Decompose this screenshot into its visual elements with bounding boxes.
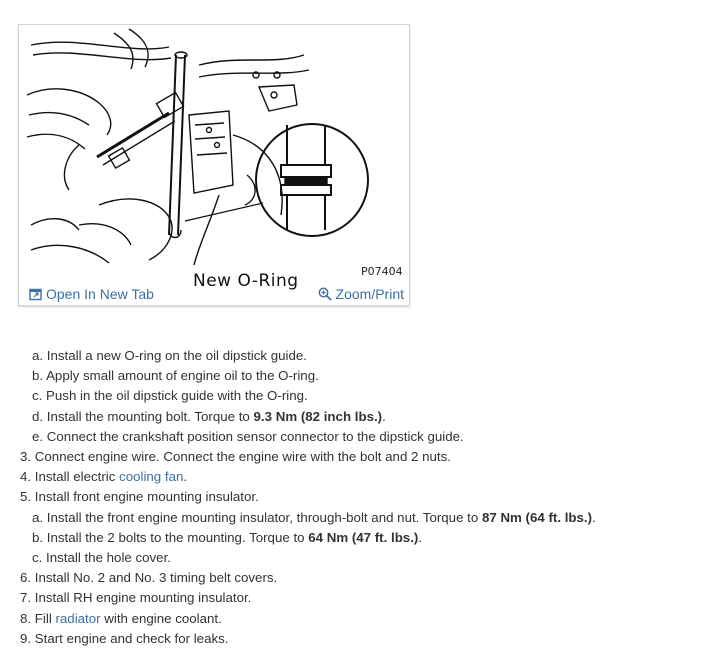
step-text-end: . <box>183 469 188 485</box>
step-text: Start engine and check for leaks. <box>34 630 229 646</box>
open-new-tab-icon <box>29 288 42 301</box>
step-text: Fill <box>34 610 56 626</box>
figure-actions <box>19 283 409 305</box>
step-7-rh-insulator <box>0 588 596 608</box>
step-e-connect-sensor <box>0 427 596 447</box>
radiator-link[interactable]: radiator <box>55 610 101 626</box>
step-marker: b. <box>32 368 44 384</box>
step-3-connect-wire <box>0 447 596 467</box>
open-in-new-tab-link[interactable] <box>29 286 154 302</box>
step-a-install-o-ring <box>0 346 596 366</box>
step-text-end: . <box>418 529 423 545</box>
step-marker: 7. <box>20 590 32 606</box>
step-text: Install electric <box>34 469 120 485</box>
step-marker: 8. <box>20 610 32 626</box>
step-5-install-insulator <box>0 487 596 507</box>
step-5b-install-bolts <box>0 528 596 548</box>
step-text: Install a new O-ring on the oil dipstick guide. <box>46 348 307 363</box>
zoom-icon <box>318 287 332 301</box>
step-marker: d. <box>32 408 44 424</box>
step-marker: e. <box>32 428 44 444</box>
step-b-apply-oil <box>0 366 596 386</box>
step-marker: a. <box>32 348 44 363</box>
step-4-install-fan <box>0 467 596 487</box>
step-text: Push in the oil dipstick guide with the O-ring. <box>46 388 308 404</box>
step-text: Install No. 2 and No. 3 timing belt covers. <box>34 570 278 586</box>
step-text: Install front engine mounting insulator. <box>34 489 259 505</box>
torque-spec: 9.3 Nm (82 inch lbs.) <box>253 408 383 424</box>
step-marker: 4. <box>20 469 32 485</box>
step-d-install-bolt <box>0 407 596 427</box>
figure-code: P07404 <box>361 265 403 278</box>
step-text: Install RH engine mounting insulator. <box>34 590 252 606</box>
step-5a-install-front-insulator <box>0 508 596 528</box>
engine-dipstick-illustration <box>19 25 409 280</box>
step-9-start-engine <box>0 629 596 649</box>
step-8-fill-radiator <box>0 609 596 629</box>
step-text-end: . <box>592 509 596 525</box>
step-text: Install the front engine mounting insulator, through-bolt and nut. Torque to <box>46 509 482 525</box>
step-marker: 3. <box>20 449 32 465</box>
step-marker: c. <box>32 388 43 404</box>
step-text: Install the hole cover. <box>46 550 171 566</box>
step-text: Apply small amount of engine oil to the O-ring. <box>46 368 319 384</box>
step-text-end: with engine coolant. <box>100 610 222 626</box>
step-marker: 5. <box>20 489 32 505</box>
step-text: Install the mounting bolt. Torque to <box>46 408 254 424</box>
step-5c-install-cover <box>0 548 596 568</box>
step-marker: 6. <box>20 570 32 586</box>
figure-card <box>18 24 410 306</box>
step-marker: c. <box>32 550 43 566</box>
step-marker: 9. <box>20 630 32 646</box>
step-text-end: . <box>382 408 386 424</box>
step-6-timing-covers <box>0 568 596 588</box>
step-marker: a. <box>32 509 44 525</box>
step-text: Install the 2 bolts to the mounting. Torque to <box>46 529 309 545</box>
step-marker: b. <box>32 529 44 545</box>
zoom-print-label: Zoom/Print <box>335 286 404 302</box>
cooling-fan-link[interactable]: cooling fan <box>119 469 184 485</box>
step-text: Connect the crankshaft position sensor connector to the dipstick guide. <box>46 428 464 444</box>
torque-spec: 87 Nm (64 ft. lbs.) <box>481 509 593 525</box>
open-in-new-tab-label: Open In New Tab <box>46 286 154 302</box>
torque-spec: 64 Nm (47 ft. lbs.) <box>308 529 419 545</box>
zoom-print-link[interactable] <box>318 286 404 302</box>
procedure-steps <box>0 346 596 649</box>
step-c-push-guide <box>0 386 596 406</box>
new-o-ring-callout: New O-Ring <box>193 271 299 291</box>
step-text: Connect engine wire. Connect the engine wire with the bolt and 2 nuts. <box>34 449 451 465</box>
